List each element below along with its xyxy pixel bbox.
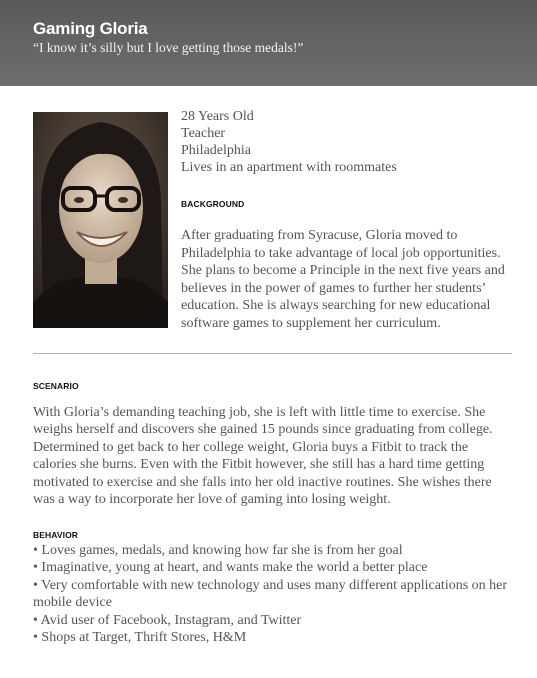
background-heading: BACKGROUND (181, 199, 245, 209)
persona-photo (33, 112, 168, 328)
behavior-item: • Imaginative, young at heart, and wants make the world a better place (33, 560, 428, 576)
fact-age: 28 Years Old (181, 109, 254, 124)
fact-city: Philadelphia (181, 143, 251, 158)
behavior-item: • Avid user of Facebook, Instagram, and Twitter (33, 612, 302, 628)
persona-name: Gaming Gloria (33, 19, 148, 38)
fact-living: Lives in an apartment with roommates (181, 160, 397, 175)
section-divider (33, 353, 512, 354)
behavior-item: • Loves games, medals, and knowing how far she is from her goal (33, 543, 403, 558)
scenario-heading: SCENARIO (33, 381, 79, 391)
behavior-item: • Very comfortable with new technology and uses many different applications on her mobile device (33, 577, 508, 611)
behavior-item: • Shops at Target, Thrift Stores, H&M (33, 630, 247, 646)
behavior-list (33, 542, 513, 646)
behavior-heading: BEHAVIOR (33, 530, 79, 540)
background-text: After graduating from Syracuse, Gloria moved to Philadelphia to take advantage of local job opportunities. She plans to become a Principle in the next five years and believes in the power of games to further her students’ education. She is always searching for new educational software games to supplement her curriculum. (181, 228, 505, 331)
persona-quote: “I know it’s silly but I love getting those medals!” (33, 40, 304, 55)
fact-occupation: Teacher (181, 126, 226, 141)
persona-facts (181, 108, 397, 176)
scenario-text: With Gloria’s demanding teaching job, she is left with little time to exercise. She weighs herself and discovers she gained 15 pounds since graduating from college. Determined to get back to her college weight, Gloria buys a Fitbit to track the calories she burns. Even with the Fitbit however, she still has a hard time getting motivated to exercise and she falls into her old inactive routines. She wishes there was a way to incorporate her love of gaming into losing weight. (33, 405, 493, 508)
persona-header (0, 0, 537, 86)
